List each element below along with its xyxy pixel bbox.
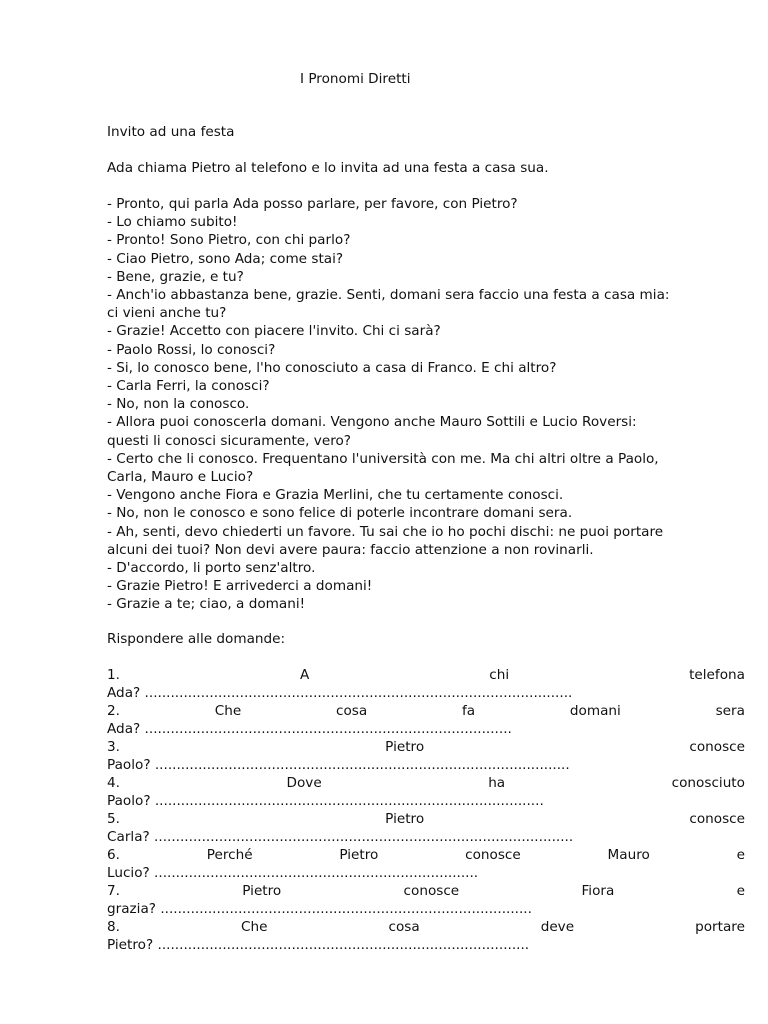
question-line <box>107 846 745 864</box>
dialogue-line: - No, non la conosco. <box>107 396 250 413</box>
dialogue-line: - Bene, grazie, e tu? <box>107 268 244 285</box>
dialogue-line: - Grazie Pietro! E arrivederci a domani! <box>107 578 373 595</box>
dialogue-line: - Pronto! Sono Pietro, con chi parlo? <box>107 232 351 249</box>
question-line <box>107 918 745 936</box>
question-word: 5. <box>107 811 120 827</box>
answer-line[interactable]: Lucio? ........................................................................... <box>107 865 479 881</box>
answer-line[interactable]: grazia? ...................................................................................... <box>107 901 532 917</box>
question-word: 7. <box>107 883 120 899</box>
section-subtitle: Invito ad una festa <box>107 124 235 140</box>
question-word: 3. <box>107 739 120 755</box>
dialogue-line: alcuni dei tuoi? Non devi avere paura: faccio attenzione a non rovinarli. <box>107 541 594 558</box>
dialogue-line: - Paolo Rossi, lo conosci? <box>107 341 276 358</box>
question-word: conosciuto <box>671 775 745 791</box>
intro-paragraph: Ada chiama Pietro al telefono e lo invita ad una festa a casa sua. <box>107 160 549 176</box>
question-word: Pietro <box>385 811 425 827</box>
question-word: deve <box>540 919 575 935</box>
dialogue-line: - D'accordo, li porto senz'altro. <box>107 560 316 576</box>
question-word: conosce <box>465 847 521 863</box>
question-word: fa <box>461 703 476 719</box>
question-line <box>107 738 745 756</box>
question-word: Dove <box>286 775 322 791</box>
dialogue-line: - Certo che li conosco. Frequentano l'università con me. Ma chi altri oltre a Paolo, <box>107 450 659 467</box>
question-word: conosce <box>403 883 460 899</box>
dialogue-line: - Anch'io abbastanza bene, grazie. Senti, domani sera faccio una festa a casa mia: <box>107 287 670 303</box>
dialogue-line: Carla, Mauro e Lucio? <box>107 469 254 485</box>
question-word: cosa <box>336 703 368 719</box>
dialogue-line: - Allora puoi conoscerla domani. Vengono anche Mauro Sottili e Lucio Roversi: <box>107 414 637 431</box>
dialogue-line: - Pronto, qui parla Ada posso parlare, per favore, con Pietro? <box>107 196 518 212</box>
question-word: ha <box>488 775 506 791</box>
question-word: e <box>736 883 745 899</box>
question-word: 1. <box>107 667 120 683</box>
dialogue-line: - No, non le conosco e sono felice di poterle incontrare domani sera. <box>107 505 573 522</box>
question-word: Mauro <box>607 847 650 863</box>
question-word: 6. <box>107 847 120 863</box>
dialogue-line: ci vieni anche tu? <box>107 305 227 322</box>
answer-line[interactable]: Paolo? .......................................................................................... <box>107 793 544 809</box>
dialogue-line: - Ah, senti, devo chiederti un favore. Tu sai che io ho pochi dischi: ne puoi portare <box>107 523 664 540</box>
dialogue-line: - Vengono anche Fiora e Grazia Merlini, che tu certamente conosci. <box>107 487 564 504</box>
question-word: Che <box>240 919 268 935</box>
answer-line[interactable]: Pietro? ...................................................................................... <box>107 937 530 953</box>
question-line <box>107 666 745 684</box>
question-word: Perché <box>206 847 253 863</box>
question-word: sera <box>715 703 745 719</box>
answer-line[interactable]: Ada? ................................................................................................... <box>107 685 573 701</box>
question-word: Pietro <box>339 847 379 863</box>
dialogue-line: questi li conosci sicuramente, vero? <box>107 432 352 449</box>
question-word: e <box>736 847 745 863</box>
dialogue-line: - Ciao Pietro, sono Ada; come stai? <box>107 250 344 267</box>
question-word: domani <box>569 703 621 719</box>
question-word: 8. <box>107 919 120 935</box>
question-word: telefona <box>689 667 745 683</box>
question-word: portare <box>695 919 745 935</box>
question-word: Fiora <box>581 883 615 899</box>
dialogue-line: - Si, lo conosco bene, l'ho conosciuto a casa di Franco. E chi altro? <box>107 359 557 376</box>
question-word: Che <box>214 703 242 719</box>
dialogue-line: - Lo chiamo subito! <box>107 214 238 231</box>
question-word: 4. <box>107 775 120 791</box>
question-word: conosce <box>689 811 745 827</box>
question-word: conosce <box>689 739 745 755</box>
document-title: I Pronomi Diretti <box>300 71 411 87</box>
answer-line[interactable]: Ada? ..................................................................................... <box>107 721 512 737</box>
question-line <box>107 774 745 792</box>
question-word: cosa <box>388 919 420 935</box>
dialogue-line: - Carla Ferri, la conosci? <box>107 378 270 394</box>
answer-line[interactable]: Paolo? ................................................................................................ <box>107 757 570 773</box>
question-line <box>107 882 745 900</box>
dialogue-line: - Grazie a te; ciao, a domani! <box>107 596 306 613</box>
question-line <box>107 702 745 720</box>
question-word: A <box>299 667 310 683</box>
answer-line[interactable]: Carla? ................................................................................................. <box>107 829 574 845</box>
questions-heading: Rispondere alle domande: <box>107 631 286 647</box>
question-word: Pietro <box>385 739 425 755</box>
question-word: chi <box>489 667 510 683</box>
question-word: 2. <box>107 703 120 719</box>
dialogue-line: - Grazie! Accetto con piacere l'invito. Chi ci sarà? <box>107 323 441 340</box>
question-word: Pietro <box>242 883 282 899</box>
question-line <box>107 810 745 828</box>
